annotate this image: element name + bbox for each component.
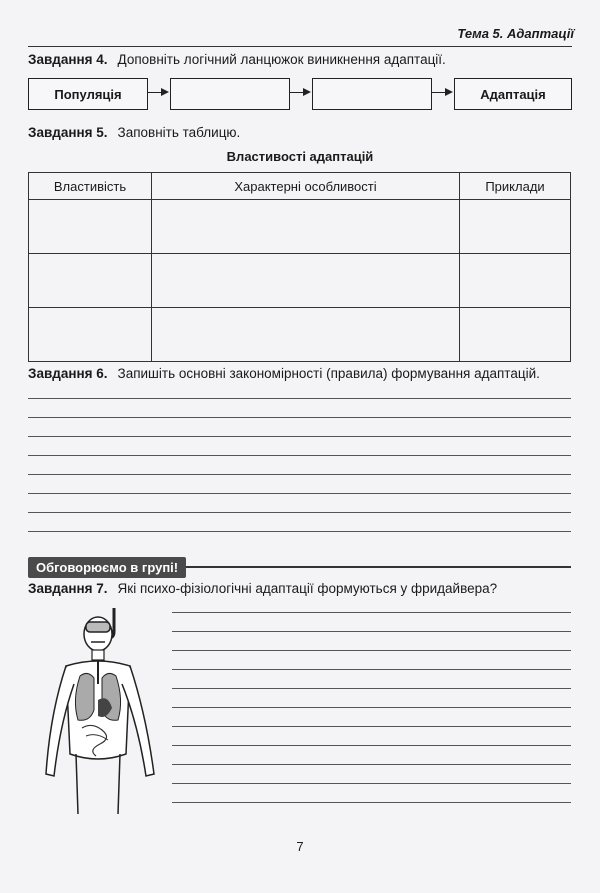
task-5-text: Заповніть таблицю.	[117, 125, 241, 140]
chain-box-blank-1[interactable]	[170, 78, 290, 110]
group-divider	[184, 566, 571, 568]
table-cell[interactable]	[152, 308, 460, 362]
answer-line[interactable]	[28, 531, 571, 532]
freediver-anatomy-illustration	[36, 604, 176, 816]
group-discussion-banner	[28, 560, 571, 574]
column-header-property: Властивість	[29, 173, 152, 200]
answer-line[interactable]	[28, 493, 571, 494]
table-row	[29, 308, 571, 362]
chain-box-blank-2[interactable]	[312, 78, 432, 110]
table-cell[interactable]	[29, 308, 152, 362]
task-4-text: Доповніть логічний ланцюжок виникнення адаптації.	[117, 52, 446, 67]
table-cell[interactable]	[29, 200, 152, 254]
task-6-heading	[28, 366, 540, 381]
table-cell[interactable]	[152, 254, 460, 308]
chain-arrow-2	[289, 92, 309, 93]
task-5-number: Завдання 5.	[28, 125, 108, 140]
properties-table	[28, 172, 571, 362]
group-discussion-label: Обговорюємо в групі!	[28, 557, 186, 578]
answer-line[interactable]	[172, 802, 571, 803]
answer-line[interactable]	[172, 650, 571, 651]
answer-line[interactable]	[172, 745, 571, 746]
answer-line[interactable]	[172, 783, 571, 784]
task-5-heading	[28, 125, 240, 140]
answer-line[interactable]	[28, 398, 571, 399]
task-4-number: Завдання 4.	[28, 52, 108, 67]
table-row	[29, 200, 571, 254]
task-4-heading	[28, 52, 446, 67]
chain-arrow-3	[431, 92, 451, 93]
chain-box-population: Популяція	[28, 78, 148, 110]
answer-line[interactable]	[28, 455, 571, 456]
answer-line[interactable]	[172, 726, 571, 727]
table-cell[interactable]	[460, 254, 571, 308]
task-7-answer-lines[interactable]	[172, 612, 571, 803]
header-divider	[28, 46, 572, 47]
task-6-number: Завдання 6.	[28, 366, 108, 381]
answer-line[interactable]	[172, 631, 571, 632]
answer-line[interactable]	[172, 764, 571, 765]
page-number: 7	[296, 839, 304, 854]
answer-line[interactable]	[172, 688, 571, 689]
chain-box-adaptation: Адаптація	[454, 78, 572, 110]
table-row	[29, 254, 571, 308]
answer-line[interactable]	[28, 436, 571, 437]
task-6-text: Запишіть основні закономірності (правила) формування адаптацій.	[117, 366, 540, 381]
answer-line[interactable]	[28, 474, 571, 475]
answer-line[interactable]	[172, 707, 571, 708]
answer-line[interactable]	[28, 417, 571, 418]
table-cell[interactable]	[460, 200, 571, 254]
table-cell[interactable]	[152, 200, 460, 254]
task-7-text: Які психо-фізіологічні адаптації формуються у фридайвера?	[117, 581, 498, 596]
answer-line[interactable]	[172, 669, 571, 670]
table-header-row	[29, 173, 571, 200]
table-cell[interactable]	[460, 308, 571, 362]
chain-arrow-1	[147, 92, 167, 93]
table-cell[interactable]	[29, 254, 152, 308]
answer-line[interactable]	[172, 612, 571, 613]
topic-header: Тема 5. Адаптації	[457, 26, 574, 41]
answer-line[interactable]	[28, 512, 571, 513]
column-header-features: Характерні особливості	[152, 173, 460, 200]
column-header-examples: Приклади	[460, 173, 571, 200]
task-7-number: Завдання 7.	[28, 581, 108, 596]
task-6-answer-lines[interactable]	[28, 398, 571, 532]
task-7-heading	[28, 581, 497, 596]
table-title: Властивості адаптацій	[226, 149, 374, 164]
